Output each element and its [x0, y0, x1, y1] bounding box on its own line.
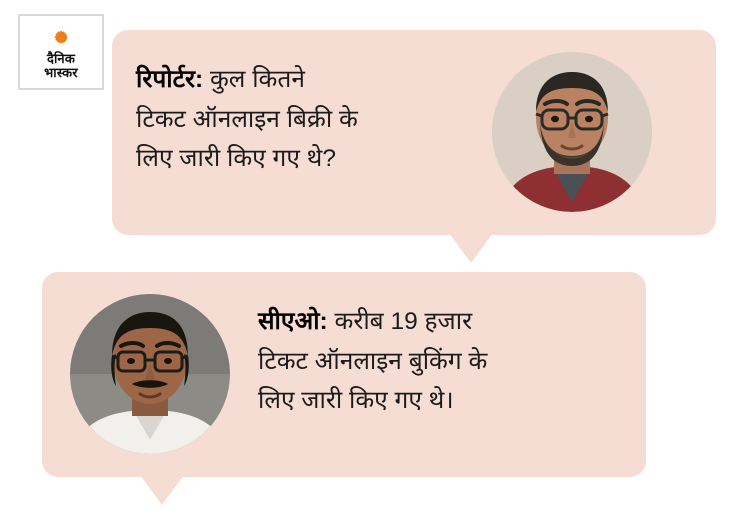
logo-line-1: दैनिक: [46, 51, 76, 67]
quote-ceo-line-3: लिए जारी किए गए थे।: [258, 387, 454, 415]
reporter-avatar: [492, 52, 652, 212]
speech-bubble-tail-ceo: [140, 475, 184, 505]
quote-reporter-line-1: [136, 60, 486, 100]
quote-reporter: [136, 60, 486, 179]
quote-ceo: [258, 302, 630, 421]
speech-bubble-tail-reporter: [449, 233, 493, 263]
quote-reporter-line-3: लिए जारी किए गए थे?: [136, 145, 336, 173]
sun-icon: [48, 24, 74, 50]
quote-reporter-line-2: टिकट ऑनलाइन बिक्री के: [136, 105, 358, 133]
speaker-label-reporter: रिपोर्टर:: [136, 66, 204, 93]
speaker-label-ceo: सीएओ:: [258, 308, 328, 335]
quote-ceo-line-1: [258, 302, 630, 342]
quote-reporter-text-1: कुल कितने: [209, 66, 305, 93]
quote-ceo-line-2: टिकट ऑनलाइन बुकिंग के: [258, 347, 488, 375]
ceo-avatar: [70, 294, 230, 454]
logo-line-2: भास्कर: [44, 65, 78, 80]
dainik-bhaskar-logo: [18, 14, 104, 90]
logo-text: [44, 52, 78, 79]
quote-ceo-text-1: करीब 19 हजार: [334, 308, 473, 335]
